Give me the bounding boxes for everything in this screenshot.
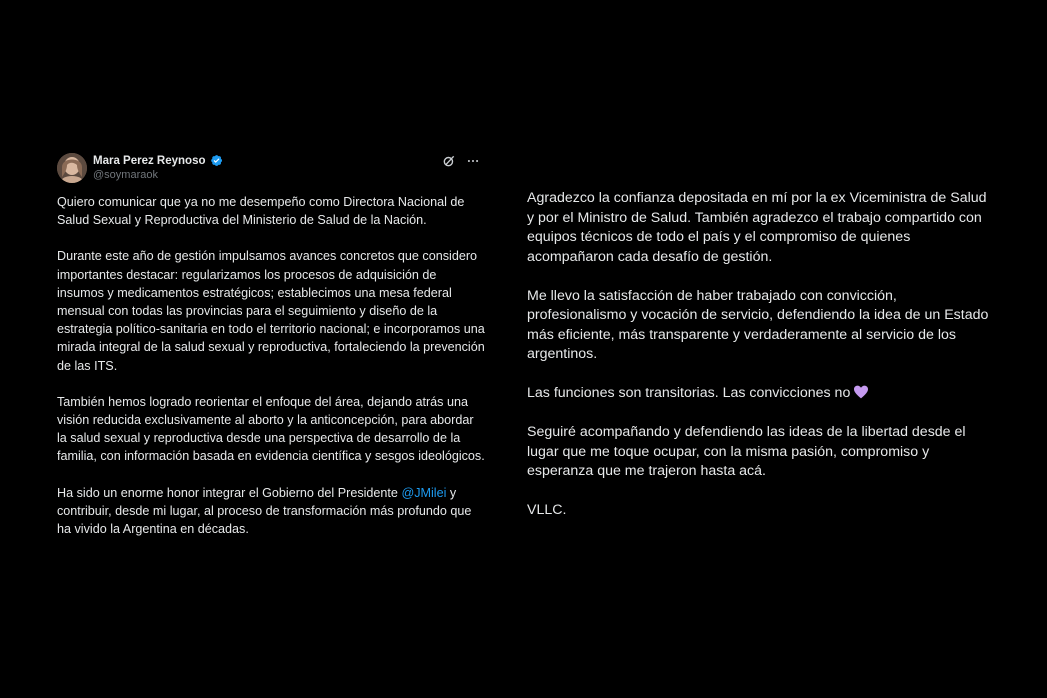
- tweet-paragraph: Seguiré acompañando y defendiendo las ideas de la libertad desde el lugar que me toque ocupar, con la misma pasión, compromiso y esperanza que me trajeron hasta acá.: [527, 424, 966, 479]
- author-name-row: [93, 154, 223, 167]
- grok-icon[interactable]: [442, 154, 456, 168]
- paragraph-text: y contribuir, desde mi lugar, al proceso de transformación más profundo que ha vivido la Argentina en décadas.: [57, 485, 472, 537]
- purple-heart-emoji-icon: [853, 385, 869, 399]
- avatar[interactable]: [57, 153, 87, 183]
- author-name[interactable]: Mara Perez Reynoso: [93, 154, 206, 167]
- tweet-paragraph: Quiero comunicar que ya no me desempeño como Directora Nacional de Salud Sexual y Reproductiva del Ministerio de Salud de la Nación.: [57, 195, 465, 228]
- more-options-icon[interactable]: [466, 154, 480, 168]
- tweet-actions: [442, 154, 480, 168]
- tweet-paragraph: VLLC.: [527, 502, 567, 518]
- paragraph-text: Las funciones son transitorias. Las convicciones no: [527, 385, 851, 401]
- tweet-paragraph: [527, 384, 997, 404]
- tweet-paragraph: [57, 484, 485, 539]
- verified-badge-icon: [210, 154, 223, 167]
- tweet-text-right: [527, 189, 997, 521]
- tweet-paragraph: Agradezco la confianza depositada en mí por la ex Viceministra de Salud y por el Ministro de Salud. También agradezco el trabajo compartido con equipos técnicos de todo el país y el compromiso de quienes acompañaron cada desafío de gestión.: [527, 190, 987, 265]
- mention-link[interactable]: @JMilei: [401, 485, 447, 500]
- tweet-paragraph: Durante este año de gestión impulsamos avances concretos que considero importantes destacar: regularizamos los procesos de adquisición de insumos y medicamentos estratégicos; establecimos una mesa federal mensual con todas las provincias para el seguimiento y diseño de la estrategia político-sanitaria en todo el territorio nacional; e incorporamos una mirada integral de la salud sexual y reproductiva, fortaleciendo la prevención de las ITS.: [57, 249, 485, 373]
- author-handle[interactable]: @soymaraok: [93, 169, 158, 181]
- paragraph-text: Ha sido un enorme honor integrar el Gobierno del Presidente: [57, 485, 402, 500]
- tweet-paragraph: También hemos logrado reorientar el enfoque del área, dejando atrás una visión reducida exclusivamente al aborto y la anticoncepción, para abordar la salud sexual y reproductiva desde una perspectiva de desarrollo de la familia, con información basada en evidencia científica y sesgos ideológicos.: [57, 394, 485, 464]
- tweet-header: [57, 152, 480, 186]
- tweet-paragraph: Me llevo la satisfacción de haber trabajado con convicción, profesionalismo y vocación de servicio, defendiendo la idea de un Estado más eficiente, más transparente y verdaderamente al servicio de los argentinos.: [527, 287, 989, 362]
- tweet-text-left: [57, 193, 485, 538]
